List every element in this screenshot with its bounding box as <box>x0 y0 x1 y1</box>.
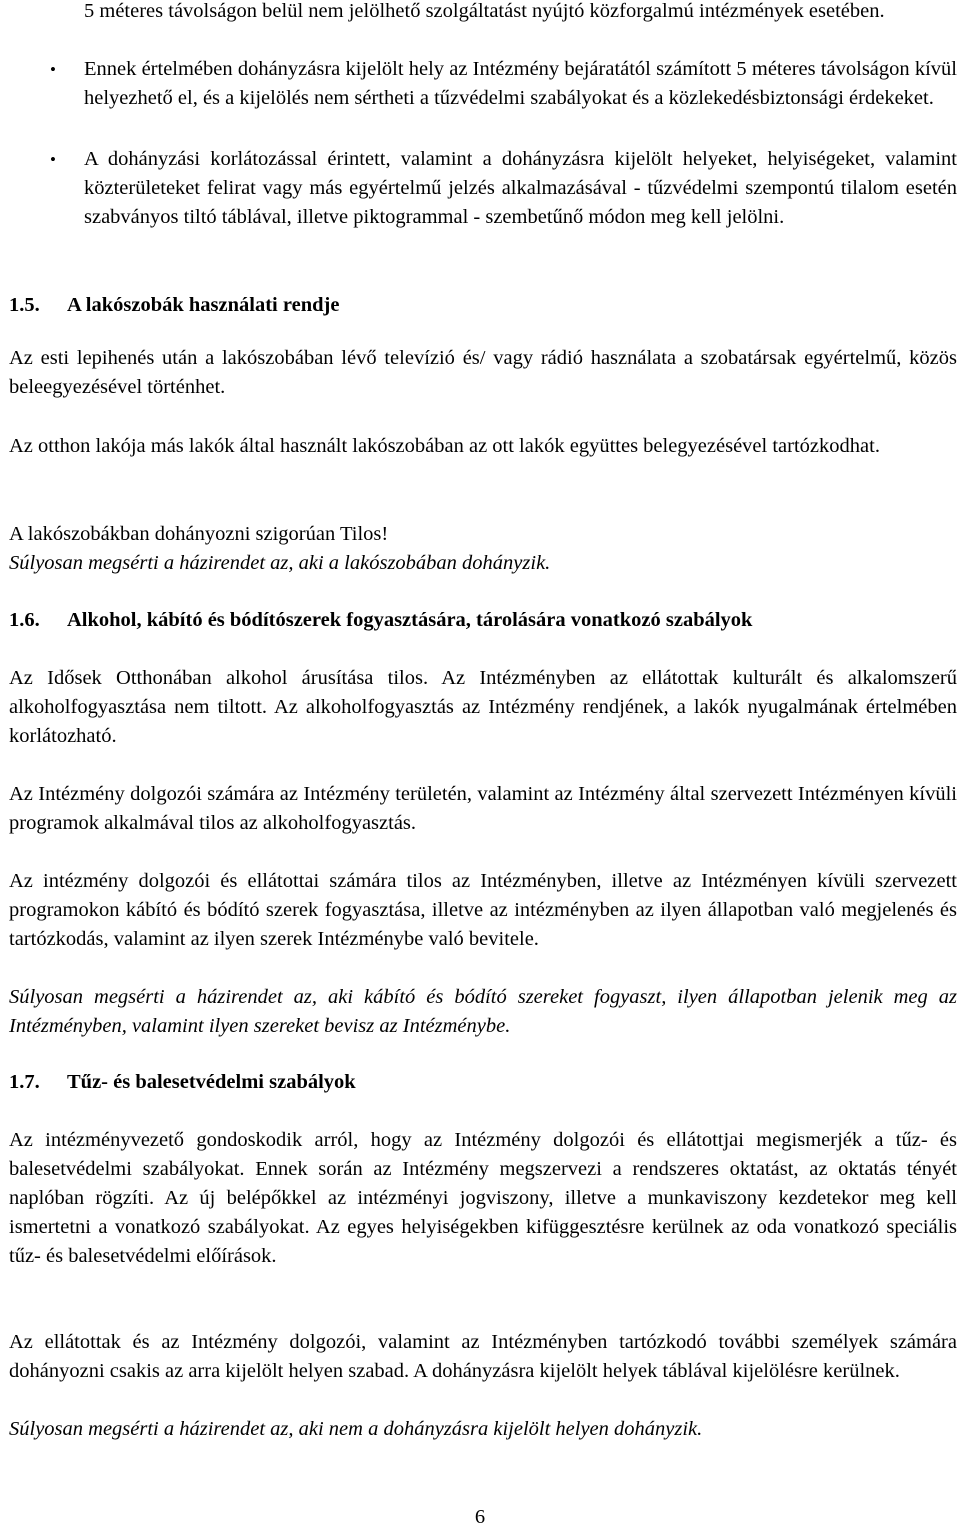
bullet-item: Ennek értelmében dohányzásra kijelölt hely az Intézmény bejáratától számított 5 méteres távolságon kívül helyezhető el, és a kijelölés nem sértheti a tűzvédelmi szabályokat és a közlekedésbiztonsági érdekeket. <box>84 58 957 109</box>
paragraph: Az Idősek Otthonában alkohol árusítása tilos. Az Intézményben az ellátottak kulturált és alkalomszerű alkoholfogyasztása nem tiltott. Az alkoholfogyasztás az Intézmény rendjének, a lakók nyugalmának értelmében korlátozható. <box>9 667 957 747</box>
paragraph: Az intézményvezető gondoskodik arról, hogy az Intézmény dolgozói és ellátottjai megismerjék a tűz- és balesetvédelmi szabályokat. Ennek során az Intézmény megszervezi a rendszeres oktatást, az oktatás tényét naplóban rögzíti. Az új belépőkkel az intézményi jogviszony, illetve a munkaviszony kezdetekor meg kell ismertetni a vonatkozó szabályokat. Az egyes helyiségekben kifüggesztésre kerülnek az oda vonatkozó speciális tűz- és balesetvédelmi előírások. <box>9 1129 957 1267</box>
paragraph: Az otthon lakója más lakók által használt lakószobában az ott lakók együttes belegyezésével tartózkodhat. <box>9 435 880 457</box>
bullet-item: A dohányzási korlátozással érintett, valamint a dohányzásra kijelölt helyeket, helyiségeket, valamint közterületeket felirat vagy más egyértelmű jelzés alkalmazásával - tűzvédelmi szempontú tilalom esetén szabványos tiltó táblával, illetve piktogrammal - szembetűnő módon meg kell jelölni. <box>84 148 957 228</box>
section-heading <box>9 1068 957 1097</box>
warning-paragraph: Súlyosan megsérti a házirendet az, aki a lakószobában dohányzik. <box>9 552 551 574</box>
bullet-icon: • <box>50 60 56 79</box>
section-title: Tűz- és balesetvédelmi szabályok <box>67 1071 356 1093</box>
bullet-icon: • <box>50 150 56 169</box>
section-number: 1.7. <box>9 1071 40 1093</box>
section-heading <box>9 606 957 635</box>
section-title: Alkohol, kábító és bódítószerek fogyasztására, tárolására vonatkozó szabályok <box>67 609 753 631</box>
paragraph: Az ellátottak és az Intézmény dolgozói, valamint az Intézményben tartózkodó további személyek számára dohányozni csakis az arra kijelölt helyen szabad. A dohányzásra kijelölt helyek táblával kijelölésre kerülnek. <box>9 1331 957 1382</box>
paragraph: Az intézmény dolgozói és ellátottai számára tilos az Intézményben, illetve az Intézményen kívüli szervezett programokon kábító és bódító szerek fogyasztása, illetve az intézményben az ilyen állapotban való megjelenés és tartózkodás, valamint az ilyen szerek Intézménybe való bevitele. <box>9 870 957 950</box>
section-number: 1.6. <box>9 609 40 631</box>
warning-paragraph: Súlyosan megsérti a házirendet az, aki kábító és bódító szereket fogyaszt, ilyen állapotban jelenik meg az Intézményben, valamint ilyen szereket bevisz az Intézménybe. <box>9 986 957 1037</box>
section-title: A lakószobák használati rendje <box>67 294 340 316</box>
paragraph: Az Intézmény dolgozói számára az Intézmény területén, valamint az Intézmény által szervezett Intézményen kívüli programok alkalmával tilos az alkoholfogyasztás. <box>9 783 957 834</box>
paragraph: Az esti lepihenés után a lakószobában lévő televízió és/ vagy rádió használata a szobatársak egyértelmű, közös beleegyezésével történhet. <box>9 347 957 398</box>
section-heading <box>9 291 957 320</box>
warning-paragraph: Súlyosan megsérti a házirendet az, aki nem a dohányzásra kijelölt helyen dohányzik. <box>9 1418 703 1440</box>
paragraph: A lakószobákban dohányozni szigorúan Tilos! <box>9 523 389 545</box>
page-number: 6 <box>474 1506 486 1528</box>
continuation-paragraph: 5 méteres távolságon belül nem jelölhető szolgáltatást nyújtó közforgalmú intézmények esetében. <box>84 0 885 22</box>
section-number: 1.5. <box>9 294 40 316</box>
